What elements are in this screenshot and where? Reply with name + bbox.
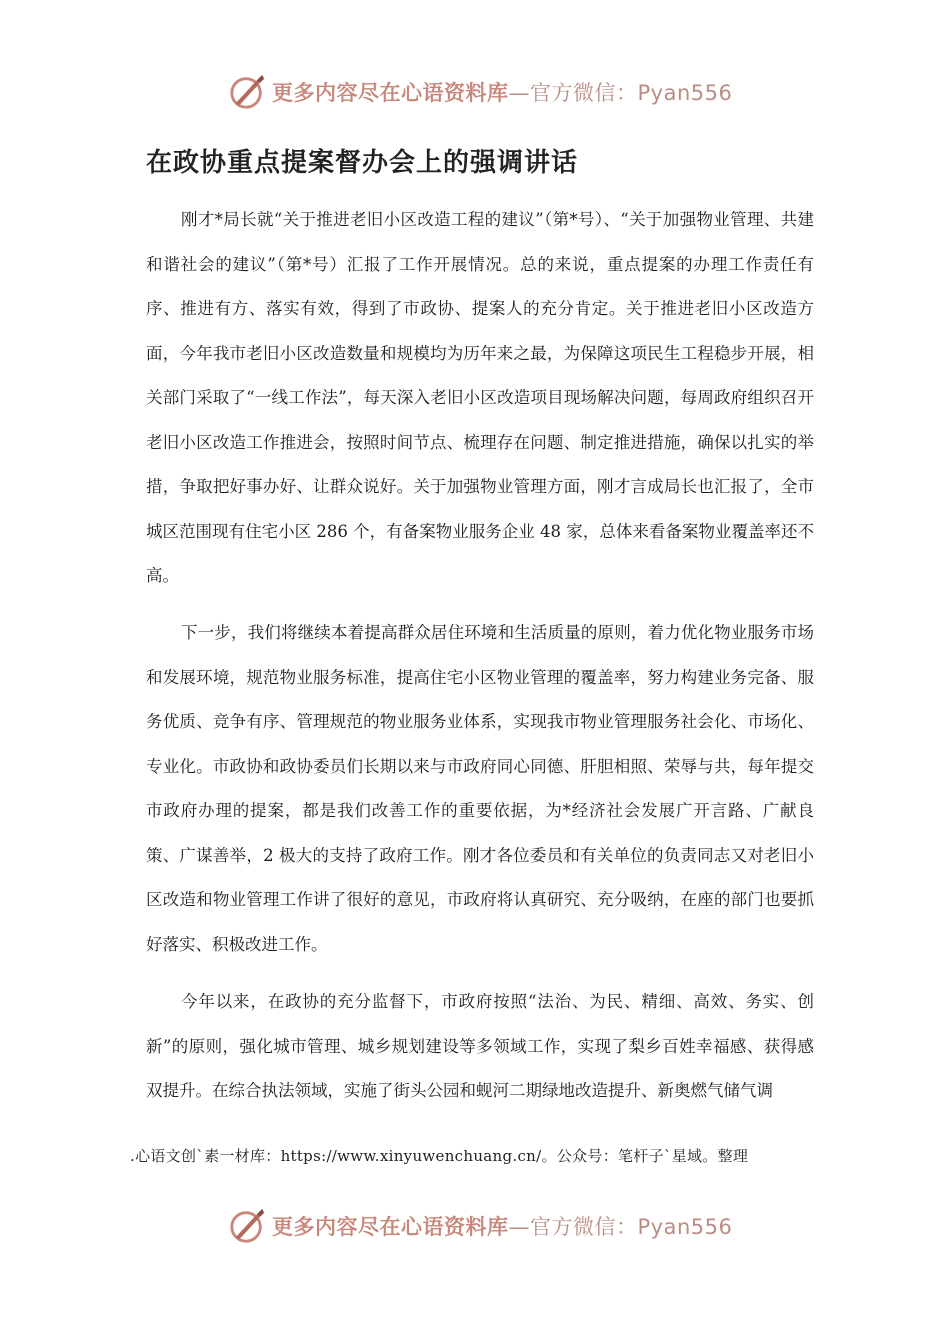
page-title: 在政协重点提案督办会上的强调讲话 bbox=[146, 148, 579, 178]
banner-text-wrap bbox=[272, 1211, 732, 1241]
banner-wechat: —官方微信：Pyan556 bbox=[508, 1215, 733, 1239]
banner-text: 更多内容尽在心语资料库 bbox=[272, 1215, 509, 1239]
paragraph-3: 今年以来，在政协的充分监督下，市政府按照“法治、为民、精细、高效、务实、创新”的原则，强化城市管理、城乡规划建设等多领域工作，实现了梨乡百姓幸福感、获得感双提升。在综合执法领域，实施了街头公园和蚬河二期绿地改造提升、新奥燃气储气调 bbox=[146, 992, 814, 1100]
banner-text-wrap bbox=[272, 77, 732, 107]
paragraph-2: 下一步，我们将继续本着提高群众居住环境和生活质量的原则，着力优化物业服务市场和发展环境，规范物业服务标准，提高住宅小区物业管理的覆盖率，努力构建业务完备、服务优质、竞争有序、管理规范的物业服务业体系，实现我市物业管理服务社会化、市场化、专业化。市政协和政协委员们长期以来与市政府同心同德、肝胆相照、荣辱与共，每年提交市政府办理的提案，都是我们改善工作的重要依据，为*经济社会发展广开言路、广献良策、广谋善举，2 极大的支持了政府工作。刚才各位委员和有关单位的负责同志又对老旧小区改造和物业管理工作讲了很好的意见，市政府将认真研究、充分吸纳，在座的部门也要抓好落实、积极改进工作。 bbox=[146, 623, 814, 954]
pen-logo-icon bbox=[228, 1207, 266, 1245]
banner-text: 更多内容尽在心语资料库 bbox=[272, 81, 509, 105]
pen-logo-icon bbox=[228, 73, 266, 111]
footer-banner bbox=[228, 1206, 733, 1246]
banner-wechat: —官方微信：Pyan556 bbox=[508, 81, 733, 105]
paragraph-1: 刚才*局长就“关于推进老旧小区改造工程的建议”（第*号）、“关于加强物业管理、共建和谐社会的建议”（第*号）汇报了工作开展情况。总的来说，重点提案的办理工作责任有序、推进有方、落实有效，得到了市政协、提案人的充分肯定。关于推进老旧小区改造方面，今年我市老旧小区改造数量和规模均为历年来之最，为保障这项民生工程稳步开展，相关部门采取了“一线工作法”，每天深入老旧小区改造项目现场解决问题，每周政府组织召开老旧小区改造工作推进会，按照时间节点、梳理存在问题、制定推进措施，确保以扎实的举措，争取把好事办好、让群众说好。关于加强物业管理方面，刚才言成局长也汇报了，全市城区范围现有住宅小区 286 个，有备案物业服务企业 48 家，总体来看备案物业覆盖率还不高。 bbox=[146, 210, 814, 585]
footer-source-note: .心语文创`素一材库：https://www.xinyuwenchuang.cn/。公众号：笔杆子`星域。整理 bbox=[130, 1147, 749, 1165]
header-banner bbox=[228, 72, 733, 112]
